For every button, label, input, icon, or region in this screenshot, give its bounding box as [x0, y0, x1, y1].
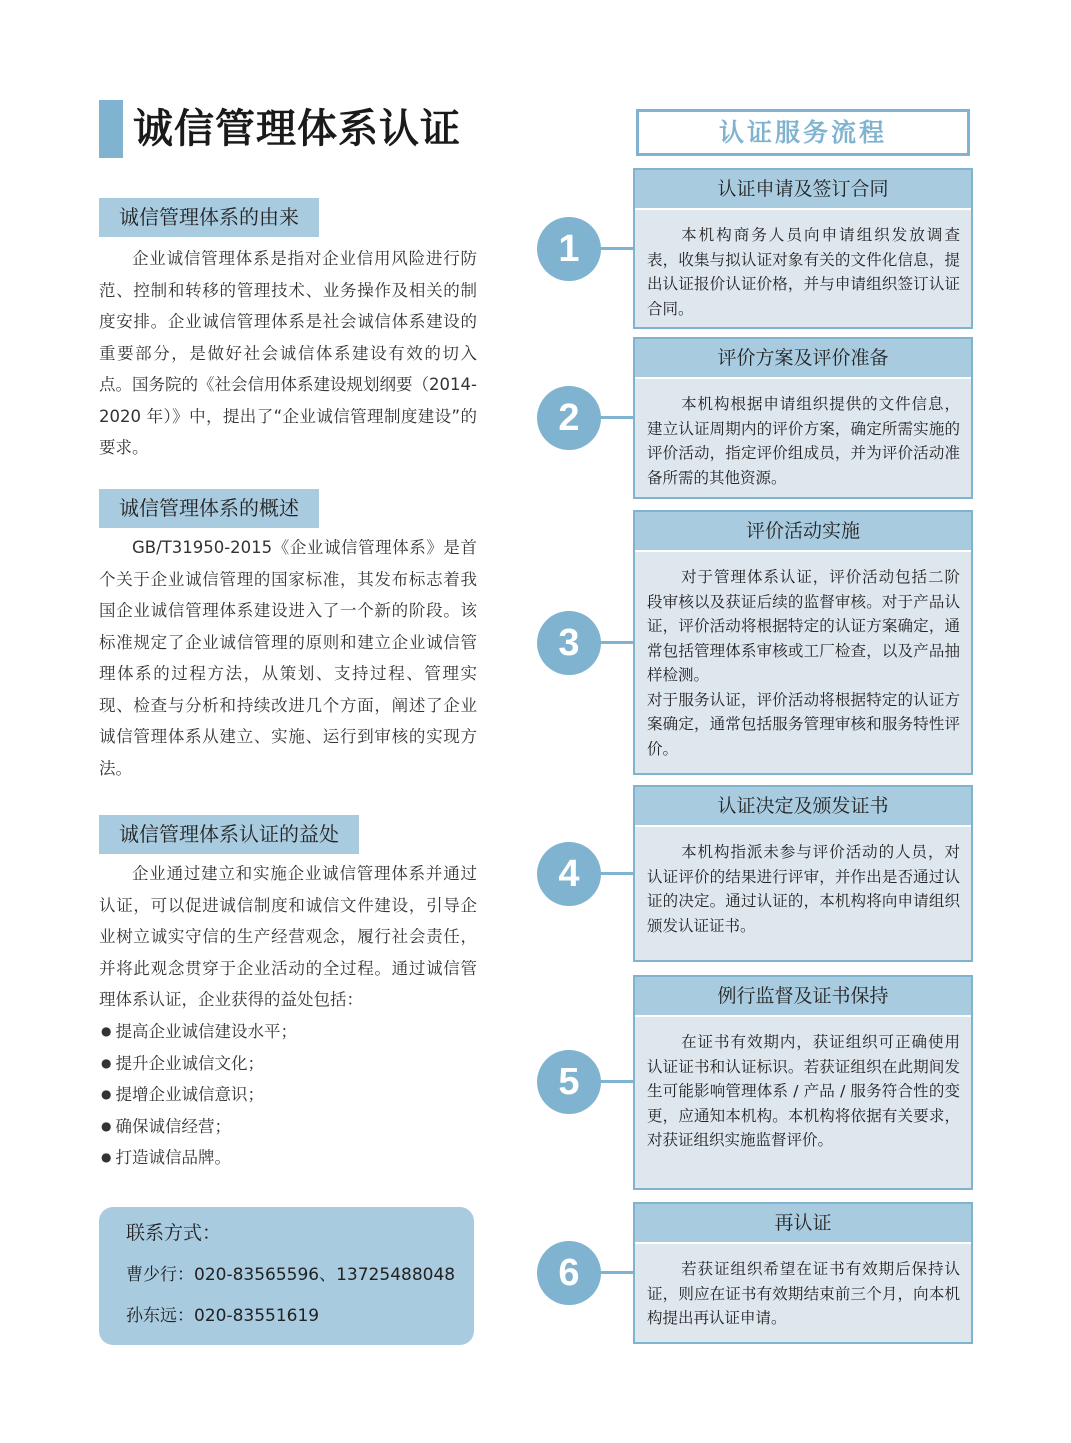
section-heading-origin: 诚信管理体系的由来 — [99, 198, 319, 237]
bullet-icon: ● — [101, 1118, 112, 1133]
step-connector — [598, 641, 635, 644]
step-connector — [598, 247, 635, 250]
step-title: 评价方案及评价准备 — [635, 339, 971, 379]
step-paragraph: 本机构根据申请组织提供的文件信息，建立认证周期内的评价方案，确定所需实施的评价活动，指定评价组成员，并为评价活动准备所需的其他资源。 — [647, 395, 960, 487]
step-number-badge: 6 — [537, 1241, 601, 1305]
step-box-5 — [633, 975, 973, 1190]
contact-line: 孙东远：020-83551619 — [126, 1306, 320, 1326]
step-paragraph: 在证书有效期内，获证组织可正确使用认证证书和认证标识。若获证组织在此期间发生可能影响管理体系 / 产品 / 服务符合性的变更，应通知本机构。本机构将依据有关要求，对获证组织实施监督评价。 — [647, 1033, 960, 1149]
step-connector — [598, 872, 635, 875]
bullet-icon: ● — [101, 1150, 112, 1164]
benefit-item: ● 确保诚信经营； — [101, 1116, 231, 1136]
bullet-icon: ● — [101, 1055, 112, 1070]
flow-title: 认证服务流程 — [636, 109, 970, 156]
step-box-2 — [633, 337, 973, 499]
step-title: 例行监督及证书保持 — [635, 977, 971, 1017]
step-body — [635, 1017, 971, 1161]
step-body — [635, 210, 971, 329]
step-body — [635, 1244, 971, 1339]
benefit-item: ● 提升企业诚信文化； — [101, 1053, 264, 1073]
step-box-3 — [633, 510, 973, 775]
benefit-item: ● 提高企业诚信建设水平； — [101, 1022, 297, 1041]
step-connector — [598, 1080, 635, 1083]
section-heading-benefits: 诚信管理体系认证的益处 — [99, 815, 359, 854]
benefit-item: ● 打造诚信品牌。 — [101, 1148, 231, 1167]
section-paragraph-origin: 企业诚信管理体系是指对企业信用风险进行防范、控制和转移的管理技术、业务操作及相关的制度安排。企业诚信管理体系是社会诚信体系建设的重要部分，是做好社会诚信体系建设有效的切入点。国务院的《社会信用体系建设规划纲要（2014-2020 年）》中，提出了“企业诚信管理制度建设”的要求。 — [99, 249, 477, 457]
contact-line: 曹少行：020-83565596、13725488048 — [126, 1265, 456, 1285]
step-body — [635, 552, 971, 769]
benefit-item: ● 提增企业诚信意识； — [101, 1085, 264, 1104]
step-box-6 — [633, 1202, 973, 1344]
bullet-icon: ● — [101, 1024, 112, 1038]
step-box-1 — [633, 168, 973, 329]
step-number-badge: 1 — [537, 217, 601, 281]
step-number-badge: 3 — [537, 611, 601, 675]
title-accent-bar — [99, 100, 123, 158]
step-number-badge: 2 — [537, 386, 601, 450]
step-paragraph: 若获证组织希望在证书有效期后保持认证，则应在证书有效期结束前三个月，向本机构提出再认证申请。 — [647, 1260, 960, 1327]
step-connector — [598, 1271, 635, 1274]
step-body — [635, 827, 971, 946]
step-title: 认证决定及颁发证书 — [635, 787, 971, 827]
step-box-4 — [633, 785, 973, 962]
step-body — [635, 379, 971, 498]
benefit-list — [101, 1016, 471, 1174]
section-paragraph-benefits: 企业通过建立和实施企业诚信管理体系并通过认证，可以促进诚信制度和诚信文件建设，引导企业树立诚实守信的生产经营观念，履行社会责任，并将此观念贯穿于企业活动的全过程。通过诚信管理体系认证，企业获得的益处包括： — [99, 864, 477, 1009]
step-title: 评价活动实施 — [635, 512, 971, 552]
section-paragraph-overview: GB/T31950-2015《企业诚信管理体系》是首个关于企业诚信管理的国家标准，其发布标志着我国企业诚信管理体系建设进入了一个新的阶段。该标准规定了企业诚信管理的原则和建立企业诚信管理体系的过程方法，从策划、支持过程、管理实现、检查与分析和持续改进几个方面，阐述了企业诚信管理体系从建立、实施、运行到审核的实现方法。 — [99, 538, 477, 778]
section-heading-overview: 诚信管理体系的概述 — [99, 489, 319, 528]
step-paragraph: 本机构商务人员向申请组织发放调查表，收集与拟认证对象有关的文件化信息，提出认证报价认证价格，并与申请组织签订认证合同。 — [647, 226, 960, 318]
step-title: 认证申请及签订合同 — [635, 170, 971, 210]
bullet-icon: ● — [101, 1087, 112, 1101]
step-paragraph: 对于服务认证，评价活动将根据特定的认证方案确定，通常包括服务管理审核和服务特性评价。 — [647, 690, 960, 758]
page-title: 诚信管理体系认证 — [133, 106, 461, 152]
contact-title: 联系方式： — [126, 1222, 222, 1244]
step-title: 再认证 — [635, 1204, 971, 1244]
step-paragraph: 对于管理体系认证，评价活动包括二阶段审核以及获证后续的监督审核。对于产品认证，评价活动将根据特定的认证方案确定，通常包括管理体系审核或工厂检查，以及产品抽样检测。 — [647, 568, 960, 684]
step-number-badge: 5 — [537, 1050, 601, 1114]
contact-box — [99, 1207, 474, 1345]
step-connector — [598, 416, 635, 419]
step-number-badge: 4 — [537, 842, 601, 906]
step-paragraph: 本机构指派未参与评价活动的人员，对认证评价的结果进行评审，并作出是否通过认证的决定。通过认证的，本机构将向申请组织颁发认证证书。 — [647, 843, 960, 935]
